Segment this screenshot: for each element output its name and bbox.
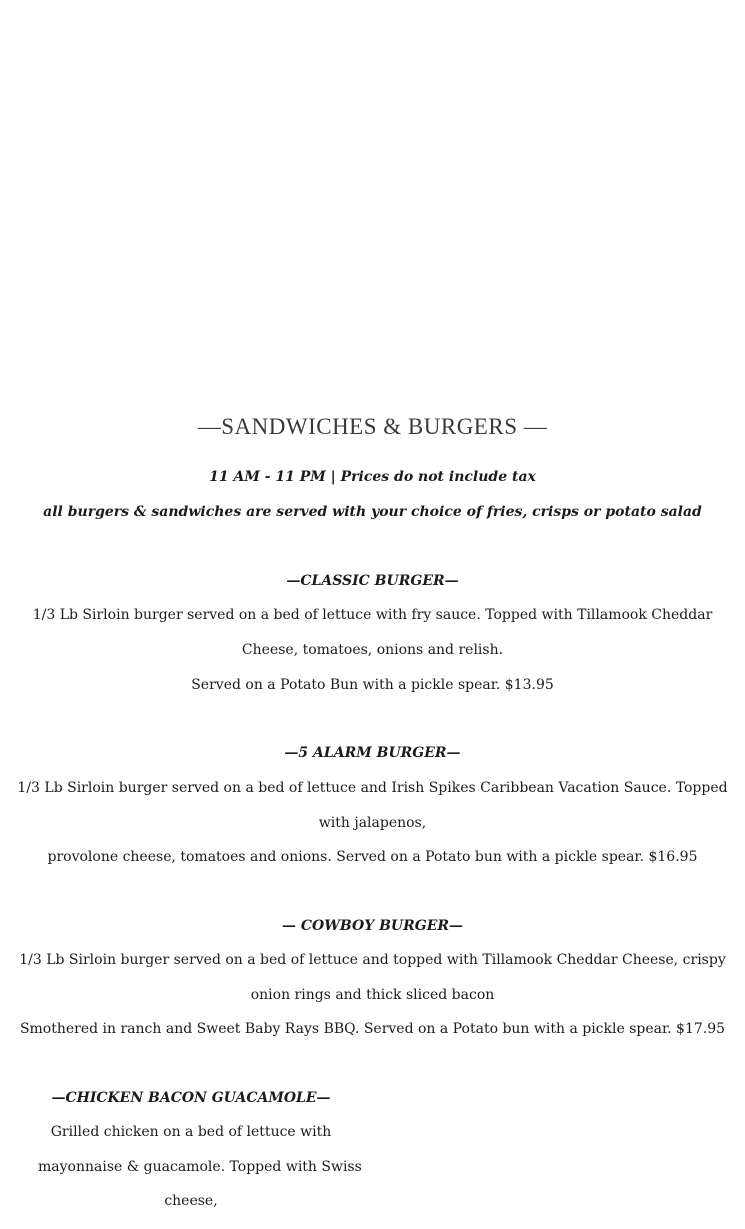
cowboy-burger-desc-1: 1/3 Lb Sirloin burger served on a bed of lettuce and topped with Tillamook Cheddar Cheese, crispy xyxy=(19,952,726,968)
chicken-bacon-guac-title: —CHICKEN BACON GUACAMOLE— xyxy=(51,1090,331,1106)
classic-burger-desc-2: Cheese, tomatoes, onions and relish. xyxy=(241,642,504,658)
classic-burger-desc-3: Served on a Potato Bun with a pickle spear. $13.95 xyxy=(191,677,554,693)
cowboy-burger-title: — COWBOY BURGER— xyxy=(281,918,464,934)
alarm-burger-desc-1: 1/3 Lb Sirloin burger served on a bed of lettuce and Irish Spikes Caribbean Vacation Sauce. Topped xyxy=(17,780,728,796)
alarm-burger-desc-2: with jalapenos, xyxy=(318,815,427,831)
classic-burger-title: —CLASSIC BURGER— xyxy=(286,573,459,589)
chicken-bacon-guac-desc-1: Grilled chicken on a bed of lettuce with xyxy=(50,1124,332,1140)
chicken-bacon-guac-desc-3: cheese, xyxy=(164,1193,218,1209)
hours-note: 11 AM - 11 PM | Prices do not include tax xyxy=(209,469,536,485)
cowboy-burger-desc-3: Smothered in ranch and Sweet Baby Rays BBQ. Served on a Potato bun with a pickle spear. $17.95 xyxy=(19,1021,726,1037)
alarm-burger-desc-3: provolone cheese, tomatoes and onions. Served on a Potato bun with a pickle spear. $16.95 xyxy=(47,849,698,865)
chicken-bacon-guac-desc-2: mayonnaise & guacamole. Topped with Swiss xyxy=(38,1159,362,1175)
alarm-burger-title: —5 ALARM BURGER— xyxy=(284,745,461,761)
sides-note: all burgers & sandwiches are served with your choice of fries, crisps or potato salad xyxy=(43,504,702,520)
section-title: —SANDWICHES & BURGERS — xyxy=(197,414,548,439)
cowboy-burger-desc-2: onion rings and thick sliced bacon xyxy=(250,987,495,1003)
classic-burger-desc-1: 1/3 Lb Sirloin burger served on a bed of lettuce with fry sauce. Topped with Tillamook Cheddar xyxy=(32,607,713,623)
